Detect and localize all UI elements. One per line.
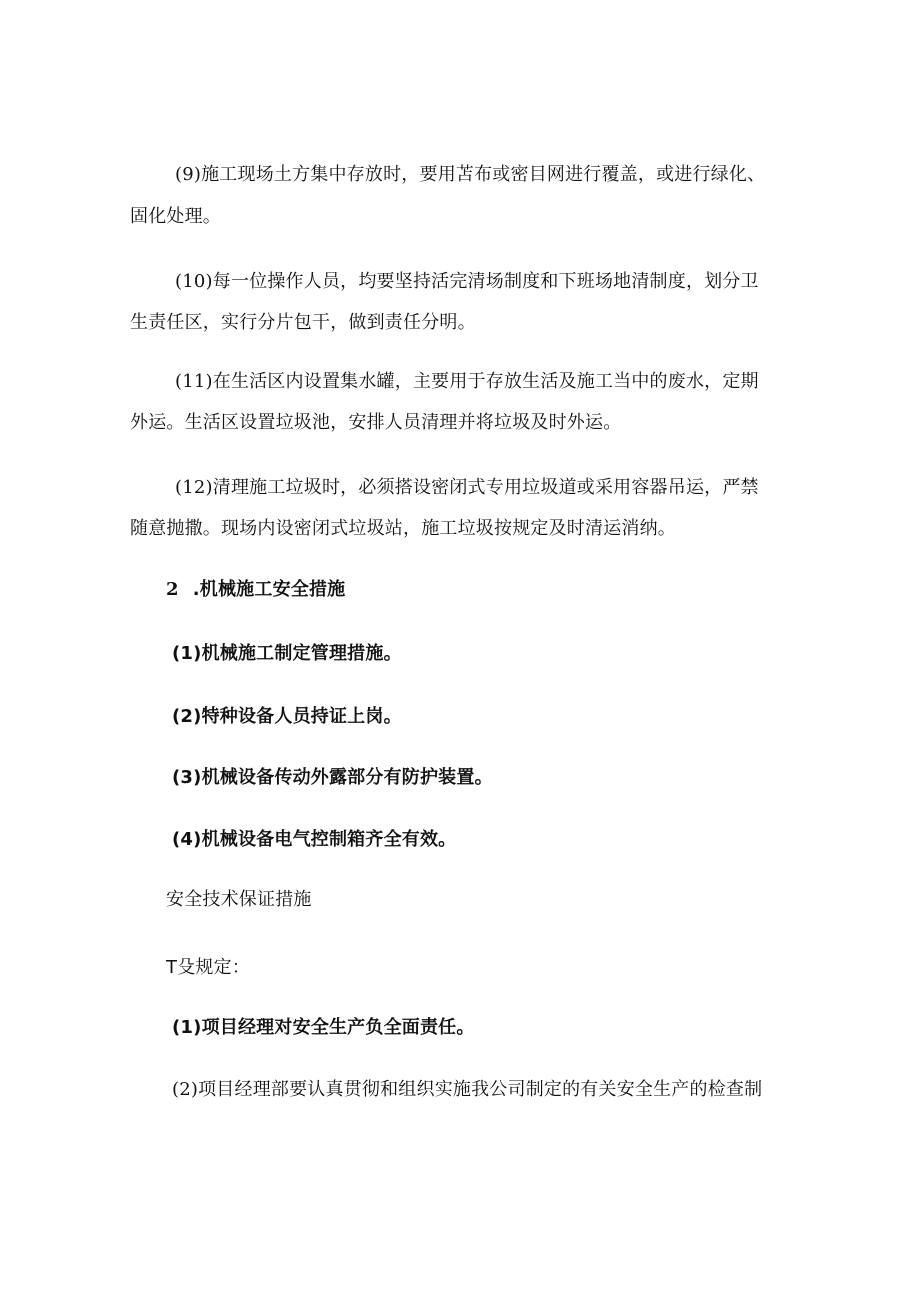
paragraph-12-line-2: 随意抛撒。现场内设密闭式垃圾站，施工垃圾按规定及时清运消纳。 [130, 518, 676, 539]
general-rule-heading: T殳规定： [166, 957, 250, 978]
rule-item-2-number: (2) [172, 1079, 199, 1100]
paragraph-10-number: (10) [175, 271, 213, 292]
paragraph-9-text: 施工现场土方集中存放时，要用苫布或密目网进行覆盖，或进行绿化、 [201, 164, 766, 185]
paragraph-10-line-2: 生责任区，实行分片包干，做到责任分明。 [130, 312, 476, 333]
paragraph-9-line-2: 固化处理。 [130, 206, 221, 227]
section-2-title: .机械施工安全措施 [192, 579, 346, 600]
section-2-number: 2 [166, 579, 179, 600]
paragraph-11-line-1 [175, 370, 759, 394]
paragraph-10-line-1 [175, 270, 759, 294]
paragraph-12-line-1 [175, 476, 759, 500]
paragraph-10-text: 每一位操作人员，均要坚持活完清场制度和下班场地清制度，划分卫 [212, 271, 759, 292]
paragraph-12-text: 清理施工垃圾时，必须搭设密闭式专用垃圾道或采用容器吊运，严禁 [212, 477, 759, 498]
paragraph-11-number: (11) [175, 371, 213, 392]
rule-item-2-text: 项目经理部要认真贯彻和组织实施我公司制定的有关安全生产的检查制 [198, 1079, 763, 1100]
machine-item-3: (3)机械设备传动外露部分有防护装置。 [172, 767, 493, 788]
rule-item-2 [172, 1078, 762, 1102]
paragraph-12-number: (12) [175, 477, 213, 498]
paragraph-11-text: 在生活区内设置集水罐，主要用于存放生活及施工当中的废水，定期 [212, 371, 759, 392]
paragraph-9-line-1 [175, 163, 765, 187]
machine-item-2: (2)特种设备人员持证上岗。 [172, 706, 402, 727]
safety-measures-heading: 安全技术保证措施 [166, 889, 312, 910]
paragraph-11-line-2: 外运。生活区设置垃圾池，安排人员清理并将垃圾及时外运。 [130, 412, 622, 433]
section-2-heading [166, 578, 345, 602]
paragraph-9-number: (9) [175, 164, 202, 185]
machine-item-1: (1)机械施工制定管理措施。 [172, 643, 402, 664]
rule-item-1: (1)项目经理对安全生产负全面责任。 [172, 1017, 475, 1038]
machine-item-4: (4)机械设备电气控制箱齐全有效。 [172, 829, 457, 850]
